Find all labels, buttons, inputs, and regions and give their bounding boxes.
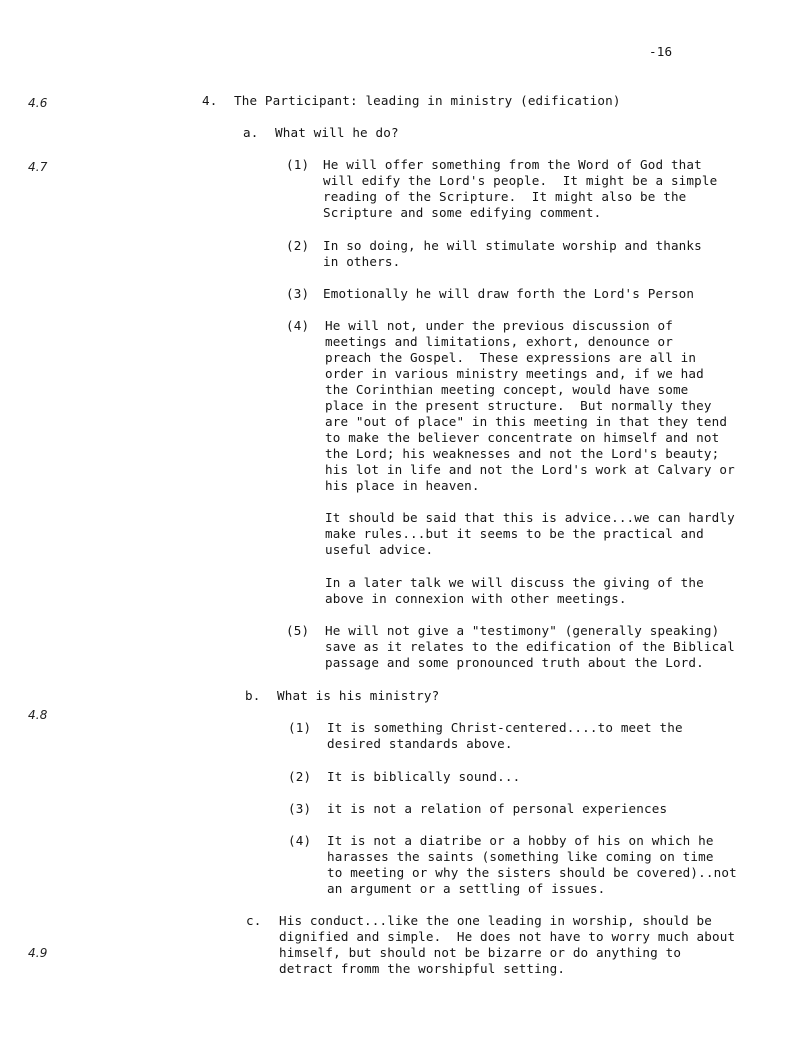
text-line: meetings and limitations, exhort, denounce or xyxy=(325,334,673,349)
text-line: detract fromm the worshipful setting. xyxy=(279,961,566,976)
text-line: place in the present structure. But normally they xyxy=(325,398,712,413)
text-line: save as it relates to the edification of the Biblical xyxy=(325,639,735,654)
text-line: passage and some pronounced truth about the Lord. xyxy=(325,655,704,670)
item-number: (5) xyxy=(286,623,310,638)
text-line: It is not a diatribe or a hobby of his on which he xyxy=(327,833,714,848)
text-line: above in connexion with other meetings. xyxy=(325,591,627,606)
text-line: His conduct...like the one leading in worship, should be xyxy=(279,913,712,928)
subsection-heading: What will he do? xyxy=(275,125,399,140)
item-number: (1) xyxy=(286,157,310,172)
item-number: (2) xyxy=(288,769,312,784)
text-line: It is biblically sound... xyxy=(327,769,521,784)
text-line: are "out of place" in this meeting in that they tend xyxy=(325,414,728,429)
text-line: In a later talk we will discuss the giving of the xyxy=(325,575,704,590)
margin-note: 4.6 xyxy=(28,96,48,110)
text-line: desired standards above. xyxy=(327,736,513,751)
text-line: will edify the Lord's people. It might be a simple xyxy=(323,173,718,188)
text-line: He will not give a "testimony" (generally speaking) xyxy=(325,623,720,638)
text-line: In so doing, he will stimulate worship and thanks xyxy=(323,238,702,253)
margin-note: 4.8 xyxy=(28,708,48,722)
text-line: dignified and simple. He does not have to worry much about xyxy=(279,929,736,944)
text-line: useful advice. xyxy=(325,542,434,557)
text-line: in others. xyxy=(323,254,401,269)
text-line: make rules...but it seems to be the practical and xyxy=(325,526,704,541)
text-line: to make the believer concentrate on himself and not xyxy=(325,430,720,445)
text-line: it is not a relation of personal experiences xyxy=(327,801,668,816)
text-line: to meeting or why the sisters should be covered)..not xyxy=(327,865,737,880)
text-line: the Corinthian meeting concept, would have some xyxy=(325,382,689,397)
text-line: He will not, under the previous discussion of xyxy=(325,318,673,333)
text-line: his lot in life and not the Lord's work at Calvary or xyxy=(325,462,735,477)
item-number: (4) xyxy=(288,833,312,848)
text-line: He will offer something from the Word of God that xyxy=(323,157,702,172)
item-number: (3) xyxy=(286,286,310,301)
item-number: (4) xyxy=(286,318,310,333)
text-line: himself, but should not be bizarre or do anything to xyxy=(279,945,682,960)
text-line: harasses the saints (something like coming on time xyxy=(327,849,714,864)
item-number: (1) xyxy=(288,720,312,735)
text-line: It should be said that this is advice...we can hardly xyxy=(325,510,735,525)
subsection-letter: c. xyxy=(246,913,262,928)
section-title: The Participant: leading in ministry (edification) xyxy=(234,93,621,108)
subsection-letter: a. xyxy=(243,125,259,140)
text-line: It is something Christ-centered....to meet the xyxy=(327,720,683,735)
subsection-letter: b. xyxy=(245,688,261,703)
text-line: order in various ministry meetings and, if we had xyxy=(325,366,704,381)
text-line: an argument or a settling of issues. xyxy=(327,881,606,896)
text-line: his place in heaven. xyxy=(325,478,480,493)
section-number: 4. xyxy=(202,93,218,108)
text-line: the Lord; his weaknesses and not the Lord's beauty; xyxy=(325,446,720,461)
text-line: Scripture and some edifying comment. xyxy=(323,205,602,220)
text-line: Emotionally he will draw forth the Lord's Person xyxy=(323,286,695,301)
item-number: (3) xyxy=(288,801,312,816)
page-number: -16 xyxy=(649,44,673,59)
text-line: preach the Gospel. These expressions are all in xyxy=(325,350,697,365)
item-number: (2) xyxy=(286,238,310,253)
margin-note: 4.7 xyxy=(28,160,48,174)
margin-note: 4.9 xyxy=(28,946,48,960)
text-line: reading of the Scripture. It might also be the xyxy=(323,189,687,204)
subsection-heading: What is his ministry? xyxy=(277,688,440,703)
